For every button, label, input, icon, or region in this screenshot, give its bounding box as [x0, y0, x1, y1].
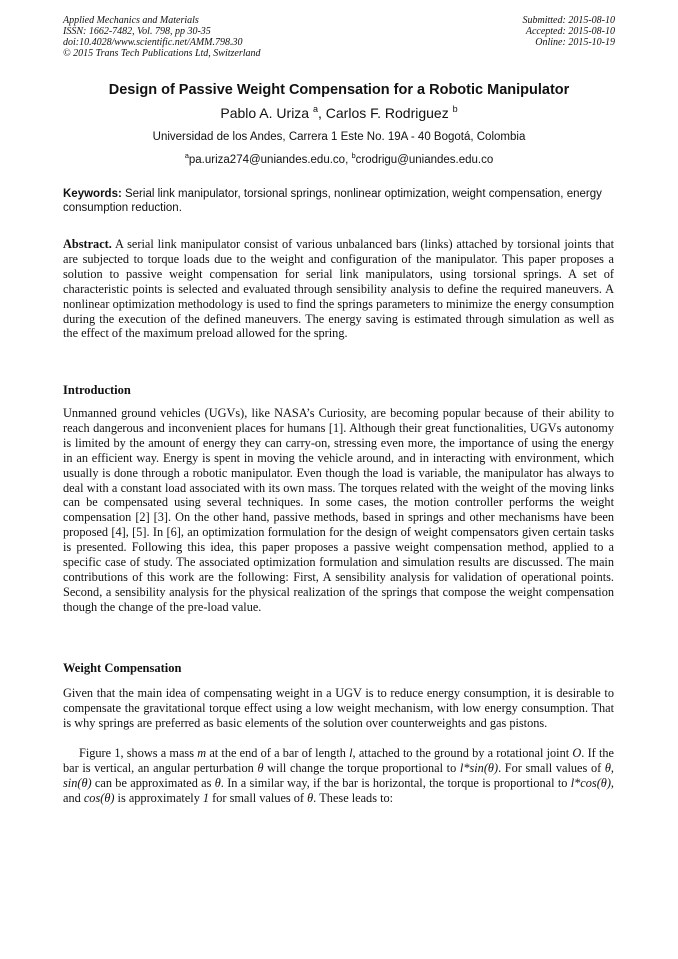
- weight-compensation-paragraph-2: [63, 746, 614, 806]
- wc2-text-2: at the end of a bar of length: [206, 746, 350, 760]
- journal-copyright: © 2015 Trans Tech Publications Ltd, Switzerland: [63, 48, 261, 59]
- submitted-date: Submitted: 2015-08-10: [522, 15, 615, 26]
- abstract: [63, 237, 614, 341]
- wc2-text-3: , attached to the ground by a rotational joint: [352, 746, 573, 760]
- author-2-mark: b: [452, 104, 458, 114]
- email-separator: ,: [345, 154, 352, 166]
- wc2-text-5: will change the torque proportional to: [263, 760, 460, 775]
- var-theta-1: θ: [257, 760, 264, 775]
- abstract-label: Abstract.: [63, 237, 112, 251]
- keywords-label: Keywords:: [63, 188, 122, 200]
- var-theta-3: θ: [214, 775, 221, 790]
- accepted-date: Accepted: 2015-08-10: [525, 26, 615, 37]
- expr-sin: sin(θ): [63, 775, 92, 790]
- paper-title: Design of Passive Weight Compensation for a Robotic Manipulator: [108, 82, 570, 98]
- wc2-text-12: for small values of: [209, 790, 308, 805]
- var-o: O: [572, 746, 582, 760]
- email-1: pa.uriza274@uniandes.edu.co: [188, 154, 346, 166]
- introduction-heading: Introduction: [63, 383, 131, 397]
- weight-compensation-paragraph-1: Given that the main idea of compensating weight in a UGV is to reduce energy consumption, it is desirable to compensate the gravitational torque effect using a low weight mechanism, with low energy consumption. That is why springs are preferred as basic elements of the solution over counterweights and gas pistons.: [63, 686, 614, 730]
- journal-info: [63, 15, 261, 59]
- author-affiliation: Universidad de los Andes, Carrera 1 Este No. 19A - 40 Bogotá, Colombia: [152, 131, 526, 143]
- wc2-text-13: . These leads to:: [313, 790, 394, 805]
- online-date: Online: 2015-10-19: [535, 37, 615, 48]
- expr-l-sin: l*sin(θ): [459, 760, 499, 775]
- wc2-text-10: , and: [63, 775, 614, 805]
- introduction-paragraph: Unmanned ground vehicles (UGVs), like NASA’s Curiosity, are becoming popular because of their ability to reach dangerous and inconvenient places for humans [1]. Although their great functionalities, UGVs autonomy is limited by the amount of energy they can carry-on, stressing even more, the importance of using the energy in an efficient way. Energy is spent in moving the vehicle around, and in interacting with environment, which usually is done through a robotic manipulator. Even though the load is variable, the manipulator has always to deal with a constant load associated with its own mass. The torques related with the weight of the moving links can be compensated using several techniques. In some cases, the motion controller performs the weight compensation [2] [3]. On the other hand, passive methods, based in springs and other mechanisms have been proposed [4], [5]. In [6], an optimization formulation for the design of weight compensators given certain tasks is presented. Following this idea, this paper proposes a passive weight compensation method, applied to a specific case of study. The associated optimization formulation and simulation results are discussed. The main contributions of this work are the following: First, A sensibility analysis for validation of operational points. Second, a sensibility analysis for the physical realization of the springs that compose the weight compensation though the change of the pre-load value.: [63, 406, 614, 614]
- var-l: l: [349, 746, 353, 760]
- wc2-text-6: . For small values of: [498, 760, 605, 775]
- author-separator: ,: [318, 105, 326, 121]
- expr-l-cos: l*cos(θ): [570, 775, 611, 790]
- var-one: 1: [202, 790, 210, 805]
- abstract-text: A serial link manipulator consist of various unbalanced bars (links) attached by torsional joints that are subjected to torque loads due to the weight and configuration of the manipulator. This paper proposes a solution to passive weight compensation for serial link manipulators, using torsional springs. A set of characteristic points is selected and evaluated through sensibility analysis to define the required maneuvers. A nonlinear optimization methodology is used to find the springs parameters to minimize the energy consumption during the execution of the defined maneuvers. The energy saving is estimated through simulation as well as the effect of the maximum preload allowed for the spring.: [63, 237, 614, 341]
- wc2-text-9: . In a similar way, if the bar is horizontal, the torque is proportional to: [220, 775, 571, 790]
- wc2-text-11: is approximately: [114, 790, 203, 805]
- expr-cos: cos(θ): [83, 790, 115, 805]
- email-2: crodrigu@uniandes.edu.co: [355, 154, 494, 166]
- wc2-text-4: . If the bar is vertical, an angular perturbation: [63, 746, 615, 775]
- email-1-mark: a: [184, 151, 189, 160]
- var-theta-4: θ: [307, 790, 314, 805]
- author-1: Pablo A. Uriza: [220, 105, 313, 121]
- weight-compensation-heading: Weight Compensation: [63, 661, 182, 675]
- wc2-text-1: Figure 1, shows a mass: [79, 746, 198, 760]
- journal-issn: ISSN: 1662-7482, Vol. 798, pp 30-35: [63, 26, 211, 37]
- keywords: [63, 187, 615, 215]
- var-m: m: [197, 746, 207, 760]
- journal-name: Applied Mechanics and Materials: [63, 15, 199, 26]
- journal-doi: doi:10.4028/www.scientific.net/AMM.798.30: [63, 37, 243, 48]
- author-1-mark: a: [312, 104, 318, 114]
- publication-dates: [523, 15, 616, 48]
- keywords-text: Serial link manipulator, torsional springs, nonlinear optimization, weight compensation, energy consumption reduction.: [63, 188, 602, 214]
- author-2: Carlos F. Rodriguez: [325, 105, 453, 121]
- wc2-text-8: can be approximated as: [91, 775, 215, 790]
- email-2-mark: b: [351, 151, 356, 160]
- var-theta-2: θ: [604, 760, 611, 775]
- author-emails: [0, 151, 678, 166]
- wc2-text-7: ,: [610, 760, 614, 775]
- paper-authors: [0, 104, 678, 121]
